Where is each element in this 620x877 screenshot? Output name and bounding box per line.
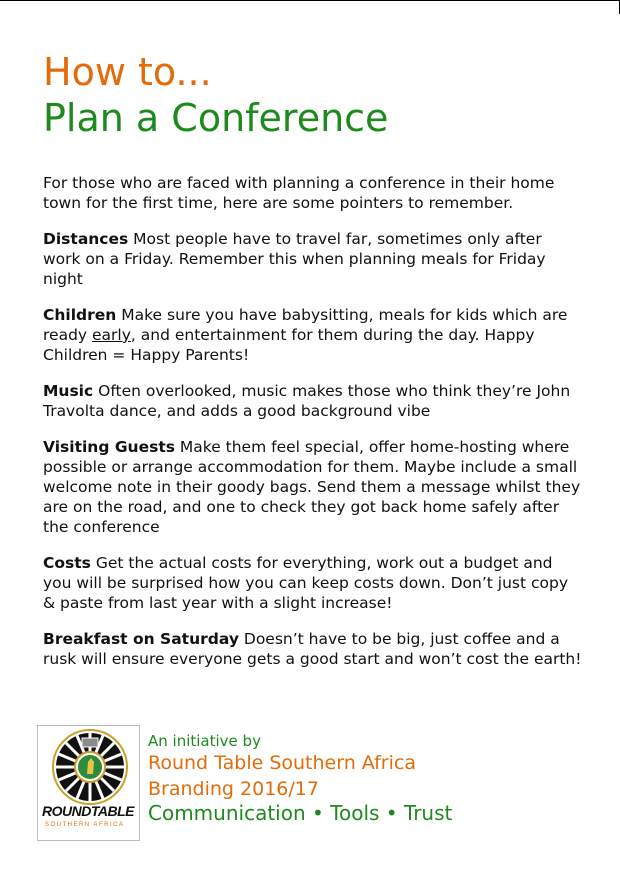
section-text: Often overlooked, music makes those who think they’re John Travolta dance, and adds a good background vibe xyxy=(43,382,571,420)
section-heading: Music xyxy=(43,382,94,400)
round-table-logo xyxy=(37,725,140,841)
footer-initiative-line: An initiative by xyxy=(148,732,261,750)
section-text: Get the actual costs for everything, work out a budget and you will be surprised how you can keep costs down. Don’t just copy & paste from last year with a slight increase! xyxy=(43,554,568,612)
section-visiting-guests xyxy=(43,437,583,537)
page-title xyxy=(43,49,388,141)
title-line-1: How to... xyxy=(43,50,212,94)
section-heading: Distances xyxy=(43,230,129,248)
footer xyxy=(37,725,597,845)
top-rule xyxy=(0,0,620,1)
title-line-2: Plan a Conference xyxy=(43,96,389,140)
footer-branding: Branding 2016/17 xyxy=(148,778,319,800)
section-text: Doesn’t have to be big, just coffee and a rusk will ensure everyone gets a good start and won’t cost the earth! xyxy=(43,630,582,668)
section-text: , and entertainment for them during the day. Happy Children = Happy Parents! xyxy=(43,326,535,364)
section-heading: Costs xyxy=(43,554,91,572)
section-breakfast xyxy=(43,629,583,669)
logo-wordmark: ROUNDTABLE xyxy=(42,803,134,819)
section-heading: Visiting Guests xyxy=(43,438,175,456)
footer-organisation: Round Table Southern Africa xyxy=(148,752,416,774)
section-children xyxy=(43,305,583,365)
intro-paragraph: For those who are faced with planning a conference in their home town for the first time, here are some pointers to remember. xyxy=(43,174,555,212)
round-table-emblem-icon xyxy=(38,726,141,806)
section-costs xyxy=(43,553,583,613)
section-heading: Children xyxy=(43,306,117,324)
section-music xyxy=(43,381,583,421)
section-text: Most people have to travel far, sometimes only after work on a Friday. Remember this when planning meals for Friday night xyxy=(43,230,546,288)
section-text: Make them feel special, offer home-hosting where possible or arrange accommodation for them. Maybe include a small welcome note in their goody bags. Send them a message whilst they are on the road, and one to check they got back home safely after the conference xyxy=(43,438,581,536)
section-distances xyxy=(43,229,583,289)
section-heading: Breakfast on Saturday xyxy=(43,630,239,648)
footer-tagline: Communication • Tools • Trust xyxy=(148,801,453,825)
section-text: Make sure you have babysitting, meals for kids which are ready xyxy=(43,306,568,344)
body-text xyxy=(43,173,583,685)
underlined-word: early xyxy=(92,326,131,344)
logo-subtitle: SOUTHERN AFRICA xyxy=(45,822,125,828)
